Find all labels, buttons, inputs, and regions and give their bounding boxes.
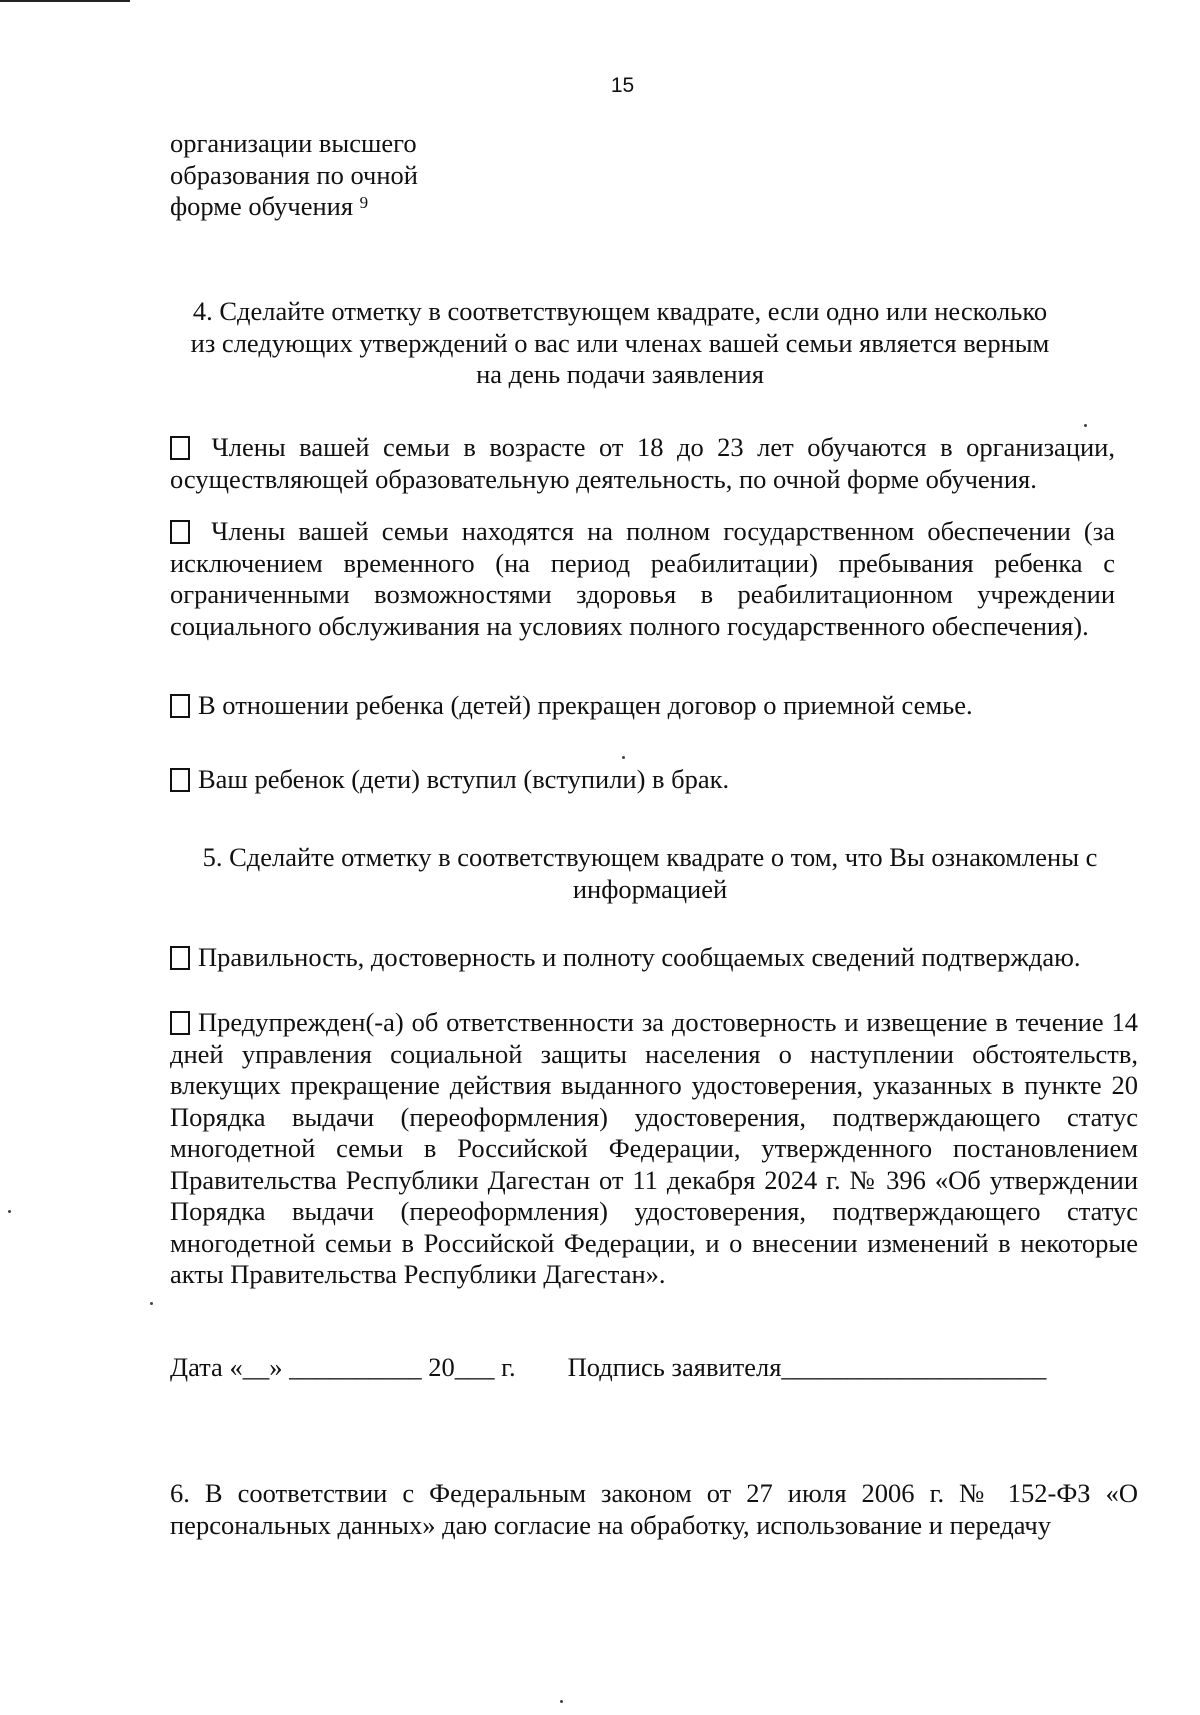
- heading-line: из следующих утверждений о вас или членах вашей семьи является верным: [190, 327, 1050, 358]
- signature-field[interactable]: Подпись заявителя____________________: [567, 1352, 1047, 1382]
- statement-responsibility-warning: [170, 1007, 1138, 1291]
- statement-text: Ваш ребенок (дети) вступил (вступили) в брак.: [198, 764, 730, 794]
- checkbox-students-18-23[interactable]: [170, 436, 190, 460]
- signature-row: [170, 1352, 1130, 1384]
- section4-heading: [170, 296, 1070, 391]
- checkbox-child-married[interactable]: [170, 768, 190, 792]
- top-rule: [0, 0, 130, 2]
- continuation-line: форме обучения $^9$: [170, 191, 369, 221]
- checkbox-state-support[interactable]: [170, 520, 190, 544]
- scan-speck: [622, 756, 625, 759]
- statement-foster-contract-terminated: [170, 690, 1115, 722]
- statement-state-support: [170, 516, 1115, 642]
- date-field[interactable]: Дата «__» __________ 20___ г.: [170, 1352, 516, 1382]
- continuation-line: образования по очной: [170, 159, 418, 190]
- continuation-line: организации высшего: [170, 128, 417, 158]
- statement-text: В отношении ребенка (детей) прекращен договор о приемной семье.: [198, 690, 973, 720]
- heading-line: на день подачи заявления: [476, 359, 764, 389]
- scan-speck: [1084, 424, 1087, 427]
- heading-line: 5. Сделайте отметку в соответствующем квадрате о том, что Вы ознакомлены с: [202, 842, 1098, 872]
- page-number: 15: [610, 74, 635, 97]
- statement-text: Члены вашей семьи находятся на полном государственном обеспечении (за исключением временного (на период реабилитации) пребывания ребенка с ограниченными возможностями здоровья в реабилитационном учреждении социального обслуживания на условиях полного государственного обеспечения).: [170, 516, 1115, 641]
- statement-confirm-accuracy: [170, 942, 1130, 974]
- statement-child-married: [170, 764, 1115, 796]
- checkbox-confirm-accuracy[interactable]: [170, 946, 190, 970]
- section6-consent-text: 6. В соответствии с Федеральным законом от 27 июля 2006 г. № 152-ФЗ «О персональных данных» даю согласие на обработку, использование и передачу: [170, 1478, 1138, 1540]
- heading-line: 4. Сделайте отметку в соответствующем квадрате, если одно или несколько: [192, 296, 1048, 326]
- statement-students-18-23: [170, 432, 1115, 495]
- statement-text: Правильность, достоверность и полноту сообщаемых сведений подтверждаю.: [198, 942, 1081, 972]
- statement-text: Члены вашей семьи в возрасте от 18 до 23 лет обучаются в организации, осуществляющей образовательную деятельность, по очной форме обучения.: [170, 432, 1115, 494]
- checkbox-foster-contract-terminated[interactable]: [170, 694, 190, 718]
- scan-speck: [150, 1302, 153, 1305]
- scan-speck: [560, 1700, 563, 1703]
- statement-text: Предупрежден(-а) об ответственности за достоверность и извещение в течение 14 дней управления социальной защиты населения о наступлении обстоятельств, влекущих прекращение действия выданного удостоверения, указанных в пункте 20 Порядка выдачи (переоформления) удостоверения, подтверждающего статус многодетной семьи в Российской Федерации, утвержденного постановлением Правительства Республики Дагестан от 11 декабря 2024 г. № 396 «Об утверждении Порядка выдачи (переоформления) удостоверения, подтверждающего статус многодетной семьи в Российской Федерации, и о внесении изменений в некоторые акты Правительства Республики Дагестан».: [170, 1007, 1138, 1289]
- heading-line: информацией: [572, 873, 728, 904]
- section3-continuation: [170, 128, 418, 223]
- footnote-mark: 9: [359, 193, 369, 212]
- scan-speck: [8, 1210, 11, 1213]
- section5-heading: [170, 842, 1130, 905]
- checkbox-responsibility-warning[interactable]: [170, 1011, 190, 1035]
